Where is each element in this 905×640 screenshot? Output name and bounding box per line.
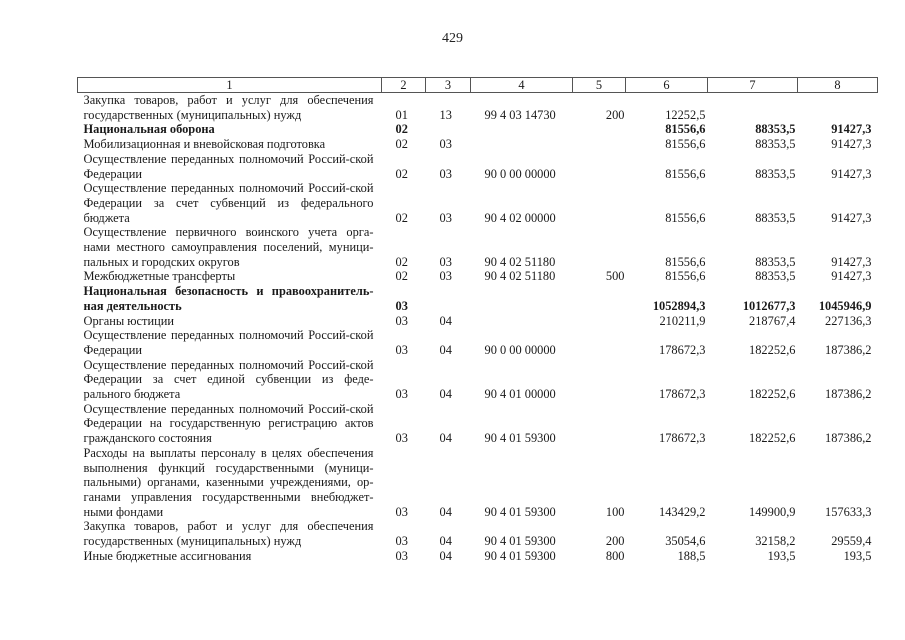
col-header-1: 1 [78,78,382,93]
section-code: 02 [395,166,408,181]
amount-year-3: 91427,3 [831,166,872,181]
expense-type-code [573,122,626,137]
section-code: 03 [395,548,408,563]
amount-year-1: 12252,5 [665,107,706,122]
table-row [78,519,878,548]
expense-type-code: 200 [605,107,625,122]
amount-year-3: 91427,3 [831,254,872,269]
expense-type-code: 100 [605,504,625,519]
section-code: 03 [395,313,408,328]
expense-type-code: 500 [605,269,625,284]
table-row [78,181,878,225]
section-code: 02 [395,210,408,225]
amount-year-2: 182252,6 [749,387,796,402]
amount-year-2: 32158,2 [755,534,796,549]
expense-type-code [573,328,626,357]
section-code: 02 [395,137,408,152]
subsection-code: 03 [439,210,452,225]
section-code: 03 [395,504,408,519]
amount-year-1: 178672,3 [659,342,706,357]
subsection-code: 04 [439,387,452,402]
expense-type-code: 200 [605,534,625,549]
table-row [78,314,878,329]
amount-year-2 [708,93,798,123]
subsection-code: 03 [439,137,452,152]
table-row-section-total [78,284,878,313]
subsection-code [426,122,471,137]
target-article-code [471,137,573,152]
amount-year-1: 81556,6 [665,137,706,152]
section-code: 03 [395,342,408,357]
table-row [78,225,878,269]
col-header-5: 5 [573,78,626,93]
table-row [78,152,878,181]
target-article-code: 90 4 01 59300 [484,548,556,563]
row-name: Осуществление переданных полномочий Россий-ской Федерации на государственную регистрацию актов гражданского состояния [83,401,374,446]
row-name: Межбюджетные трансферты [83,269,236,284]
section-code: 02 [395,122,408,137]
target-article-code: 90 0 00 00000 [484,166,556,181]
section-code: 02 [395,254,408,269]
table-row [78,328,878,357]
target-article-code: 90 4 02 51180 [484,254,556,269]
amount-year-2: 88353,5 [755,269,796,284]
target-article-code: 90 4 01 59300 [484,534,556,549]
amount-year-1: 178672,3 [659,431,706,446]
row-name: Расходы на выплаты персоналу в целях обеспечения выполнения функций государственными (муници-пальными) органами, казенными учреждениями, ор-ганами управления государственными внебюджет-ными фондами [83,445,374,519]
amount-year-1: 178672,3 [659,387,706,402]
amount-year-1: 81556,6 [665,254,706,269]
target-article-code: 90 4 01 59300 [484,431,556,446]
amount-year-1: 81556,6 [665,269,706,284]
table-row [78,137,878,152]
section-code: 01 [395,107,408,122]
expense-type-code [573,284,626,313]
amount-year-2: 88353,5 [755,137,796,152]
amount-year-3: 157633,3 [825,504,872,519]
subsection-code: 04 [439,313,452,328]
amount-year-1: 1052894,3 [652,298,706,313]
row-name: Осуществление первичного воинского учета орга-нами местного самоуправления поселений, муници-пальных и городских округов [83,225,374,269]
row-name: Закупка товаров, работ и услуг для обеспечения государственных (муниципальных) нужд [83,519,374,549]
amount-year-1: 143429,2 [659,504,706,519]
col-header-7: 7 [708,78,798,93]
section-code: 03 [395,431,408,446]
section-code: 03 [395,298,408,313]
col-header-4: 4 [471,78,573,93]
target-article-code: 90 0 00 00000 [484,342,556,357]
amount-year-3: 187386,2 [825,387,872,402]
table-row [78,93,878,123]
table-row-section-total [78,122,878,137]
amount-year-3: 187386,2 [825,431,872,446]
target-article-code: 90 4 02 51180 [484,269,556,284]
subsection-code: 04 [439,534,452,549]
expense-type-code: 800 [605,548,625,563]
table-body [78,93,878,564]
expense-type-code [573,152,626,181]
target-article-code: 90 4 01 00000 [484,387,556,402]
row-name: Мобилизационная и вневойсковая подготовка [83,137,326,152]
table-row [78,269,878,284]
row-name: Закупка товаров, работ и услуг для обеспечения государственных (муниципальных) нужд [83,93,374,122]
budget-table [77,77,878,564]
row-name: Осуществление переданных полномочий Россий-ской Федерации [83,328,374,357]
amount-year-3: 91427,3 [831,269,872,284]
section-code: 02 [395,269,408,284]
section-code: 03 [395,387,408,402]
target-article-code: 90 4 02 00000 [484,210,556,225]
amount-year-2: 88353,5 [755,166,796,181]
subsection-code: 13 [439,107,452,122]
section-code: 03 [395,534,408,549]
subsection-code: 04 [439,342,452,357]
expense-type-code [573,137,626,152]
row-name: Национальная оборона [83,122,215,137]
target-article-code [471,122,573,137]
table-row [78,358,878,402]
amount-year-1: 81556,6 [665,122,706,137]
subsection-code: 04 [439,431,452,446]
amount-year-3: 91427,3 [831,210,872,225]
table-row [78,549,878,564]
amount-year-1: 81556,6 [665,166,706,181]
target-article-code [471,284,573,313]
expense-type-code [573,358,626,402]
row-name: Национальная безопасность и правоохранитель-ная деятельность [83,284,374,313]
col-header-6: 6 [626,78,708,93]
row-name: Осуществление переданных полномочий Россий-ской Федерации за счет единой субвенции из феде-рального бюджета [83,357,374,402]
amount-year-3 [798,93,878,123]
amount-year-2: 1012677,3 [742,298,796,313]
amount-year-1: 210211,9 [659,313,706,328]
amount-year-1: 188,5 [677,548,706,563]
table-row [78,402,878,446]
expense-type-code [573,225,626,269]
table-row [78,446,878,520]
amount-year-3: 29559,4 [831,534,872,549]
table-header [78,78,878,93]
amount-year-1: 81556,6 [665,210,706,225]
subsection-code: 03 [439,269,452,284]
amount-year-2: 149900,9 [749,504,796,519]
subsection-code: 04 [439,504,452,519]
amount-year-3: 187386,2 [825,342,872,357]
amount-year-2: 182252,6 [749,342,796,357]
amount-year-2: 88353,5 [755,254,796,269]
page-number: 429 [442,31,463,46]
subsection-code: 03 [439,166,452,181]
amount-year-3: 227136,3 [825,313,872,328]
target-article-code: 90 4 01 59300 [484,504,556,519]
subsection-code: 04 [439,548,452,563]
col-header-2: 2 [382,78,426,93]
amount-year-2: 88353,5 [755,210,796,225]
subsection-code: 03 [439,254,452,269]
expense-type-code [573,402,626,446]
amount-year-3: 1045946,9 [818,298,872,313]
row-name: Иные бюджетные ассигнования [83,548,252,563]
row-name: Осуществление переданных полномочий Россий-ской Федерации за счет субвенций из федерального бюджета [83,181,374,225]
col-header-3: 3 [426,78,471,93]
amount-year-1: 35054,6 [665,534,706,549]
target-article-code: 99 4 03 14730 [484,107,556,122]
subsection-code [426,284,471,313]
amount-year-2: 88353,5 [755,122,796,137]
amount-year-2: 193,5 [767,548,796,563]
amount-year-2: 182252,6 [749,431,796,446]
amount-year-2: 218767,4 [749,313,796,328]
row-name: Осуществление переданных полномочий Россий-ской Федерации [83,151,374,181]
expense-type-code [573,314,626,329]
amount-year-3: 91427,3 [831,122,872,137]
amount-year-3: 193,5 [843,548,872,563]
target-article-code [471,314,573,329]
amount-year-3: 91427,3 [831,137,872,152]
row-name: Органы юстиции [83,313,174,328]
expense-type-code [573,181,626,225]
col-header-8: 8 [798,78,878,93]
